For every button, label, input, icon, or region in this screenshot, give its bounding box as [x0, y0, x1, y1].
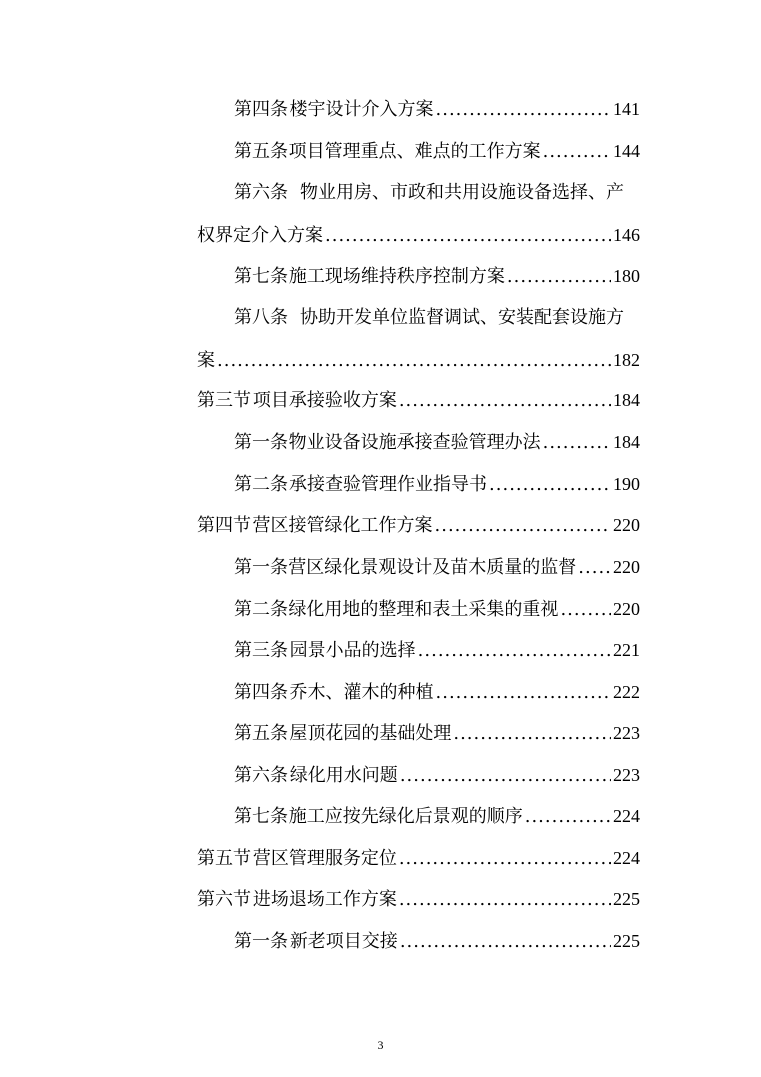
- toc-entry-prefix: 第五条: [234, 141, 288, 162]
- toc-entry-title: 绿化用水问题: [289, 765, 398, 786]
- toc-entry-section[interactable]: [197, 843, 640, 873]
- toc-entry-prefix: 第七条: [234, 806, 288, 827]
- toc-entry-prefix: 第五条: [234, 723, 288, 744]
- toc-entry-prefix: 第七条: [234, 266, 288, 287]
- toc-entry[interactable]: [234, 801, 640, 831]
- toc-entry-prefix: 第一条: [234, 432, 288, 453]
- toc-entry-prefix: 第三条: [234, 640, 288, 661]
- toc-entry[interactable]: [234, 635, 640, 665]
- toc-entry-title: 进场退场工作方案: [252, 889, 397, 910]
- toc-entry-section[interactable]: [197, 884, 640, 914]
- toc-entry-page: 180: [613, 266, 640, 286]
- toc-entry-title: 营区接管绿化工作方案: [252, 515, 433, 536]
- dot-leader: [543, 137, 611, 167]
- dot-leader: [435, 511, 611, 541]
- toc-entry-page: 223: [613, 765, 640, 785]
- toc-entry-page: 144: [613, 141, 640, 161]
- toc-entry-prefix: 第一条: [234, 931, 288, 952]
- toc-entry-title: 施工现场维持秩序控制方案: [288, 266, 505, 287]
- toc-entry-title: 园景小品的选择: [289, 640, 416, 661]
- toc-entry-page: 220: [613, 599, 640, 619]
- dot-leader: [400, 927, 611, 957]
- toc-entry[interactable]: [234, 718, 640, 748]
- dot-leader: [436, 678, 612, 708]
- toc-entry[interactable]: [234, 261, 640, 291]
- toc-entry-title: 施工应按先绿化后景观的顺序: [288, 806, 523, 827]
- toc-entry-page: 190: [613, 474, 640, 494]
- toc-entry-page: 225: [613, 931, 640, 951]
- dot-leader: [543, 428, 611, 458]
- toc-entry[interactable]: [234, 926, 640, 956]
- dot-leader: [507, 262, 611, 292]
- toc-entry-prefix: 第四条: [234, 99, 288, 120]
- toc-entry-prefix: 第四条: [234, 682, 288, 703]
- toc-entry-prefix: 第六节: [197, 889, 251, 910]
- toc-entry-prefix: 第三节: [197, 390, 251, 411]
- toc-entry-page: 221: [613, 640, 640, 660]
- dot-leader: [325, 221, 611, 251]
- toc-entry-title: 物业设备设施承接查验管理办法: [288, 432, 541, 453]
- dot-leader: [436, 95, 612, 125]
- toc-entry[interactable]: [234, 594, 640, 624]
- toc-entry-title: 营区绿化景观设计及苗木质量的监督: [288, 557, 577, 578]
- toc-entry-page: 223: [613, 723, 640, 743]
- toc-entry-title: 乔木、灌木的种植: [289, 682, 434, 703]
- toc-entry-title: 楼宇设计介入方案: [289, 99, 434, 120]
- toc-entry-title: 屋顶花园的基础处理: [289, 723, 452, 744]
- toc-entry-page: 220: [613, 515, 640, 535]
- toc-entry[interactable]: [234, 469, 640, 499]
- dot-leader: [453, 719, 611, 749]
- page-number: 3: [377, 1038, 384, 1052]
- toc-entry[interactable]: [234, 677, 640, 707]
- toc-entry-title: 协助开发单位监督调试、安装配套设施方: [300, 307, 624, 328]
- toc-entry-page: 184: [613, 390, 640, 410]
- toc-entry-title: 承接查验管理作业指导书: [289, 474, 488, 495]
- dot-leader: [578, 553, 611, 583]
- dot-leader: [399, 844, 611, 874]
- toc-entry-page: 146: [613, 225, 640, 245]
- toc-entry[interactable]: [234, 136, 640, 166]
- toc-entry-title: 新老项目交接: [289, 931, 398, 952]
- dot-leader: [217, 346, 611, 376]
- toc-entry[interactable]: [197, 303, 640, 375]
- toc-entry-title: 项目管理重点、难点的工作方案: [288, 141, 541, 162]
- toc-entry-section[interactable]: [197, 510, 640, 540]
- toc-entry-prefix: 第一条: [234, 557, 288, 578]
- toc-entry[interactable]: [234, 552, 640, 582]
- toc-entry[interactable]: [197, 178, 640, 250]
- toc-entry-continuation: 权界定介入方案: [197, 225, 323, 246]
- dot-leader: [525, 802, 611, 832]
- dot-leader: [489, 470, 611, 500]
- toc-entry-title: 营区管理服务定位: [252, 848, 397, 869]
- toc-entry-prefix: 第二条: [234, 474, 288, 495]
- toc-entry-prefix: 第四节: [197, 515, 251, 536]
- toc-entry-prefix: 第二条: [234, 599, 288, 620]
- toc-entry-page: 224: [613, 848, 640, 868]
- toc-entry-page: 225: [613, 889, 640, 909]
- dot-leader: [400, 761, 611, 791]
- toc-entry-prefix: 第六条: [234, 182, 288, 203]
- dot-leader: [399, 386, 611, 416]
- toc-entry-page: 224: [613, 806, 640, 826]
- dot-leader: [418, 636, 611, 666]
- toc-entry-page: 220: [613, 557, 640, 577]
- toc-entry-title: 项目承接验收方案: [252, 390, 397, 411]
- dot-leader: [399, 885, 611, 915]
- toc-entry-prefix: 第六条: [234, 765, 288, 786]
- toc-entry[interactable]: [234, 427, 640, 457]
- toc-entry-page: 184: [613, 432, 640, 452]
- toc-entry-section[interactable]: [197, 385, 640, 415]
- toc-entry-page: 141: [613, 99, 640, 119]
- toc-entry-title: 绿化用地的整理和表土采集的重视: [288, 599, 559, 620]
- toc-entry-prefix: 第五节: [197, 848, 251, 869]
- toc-entry-continuation: 案: [197, 350, 215, 371]
- toc-entry[interactable]: [234, 94, 640, 124]
- toc-entry-page: 182: [613, 350, 640, 370]
- toc-entry-title: 物业用房、市政和共用设施设备选择、产: [300, 182, 624, 203]
- toc-entry[interactable]: [234, 760, 640, 790]
- toc-entry-prefix: 第八条: [234, 307, 288, 328]
- toc-entry-page: 222: [613, 682, 640, 702]
- dot-leader: [560, 595, 611, 625]
